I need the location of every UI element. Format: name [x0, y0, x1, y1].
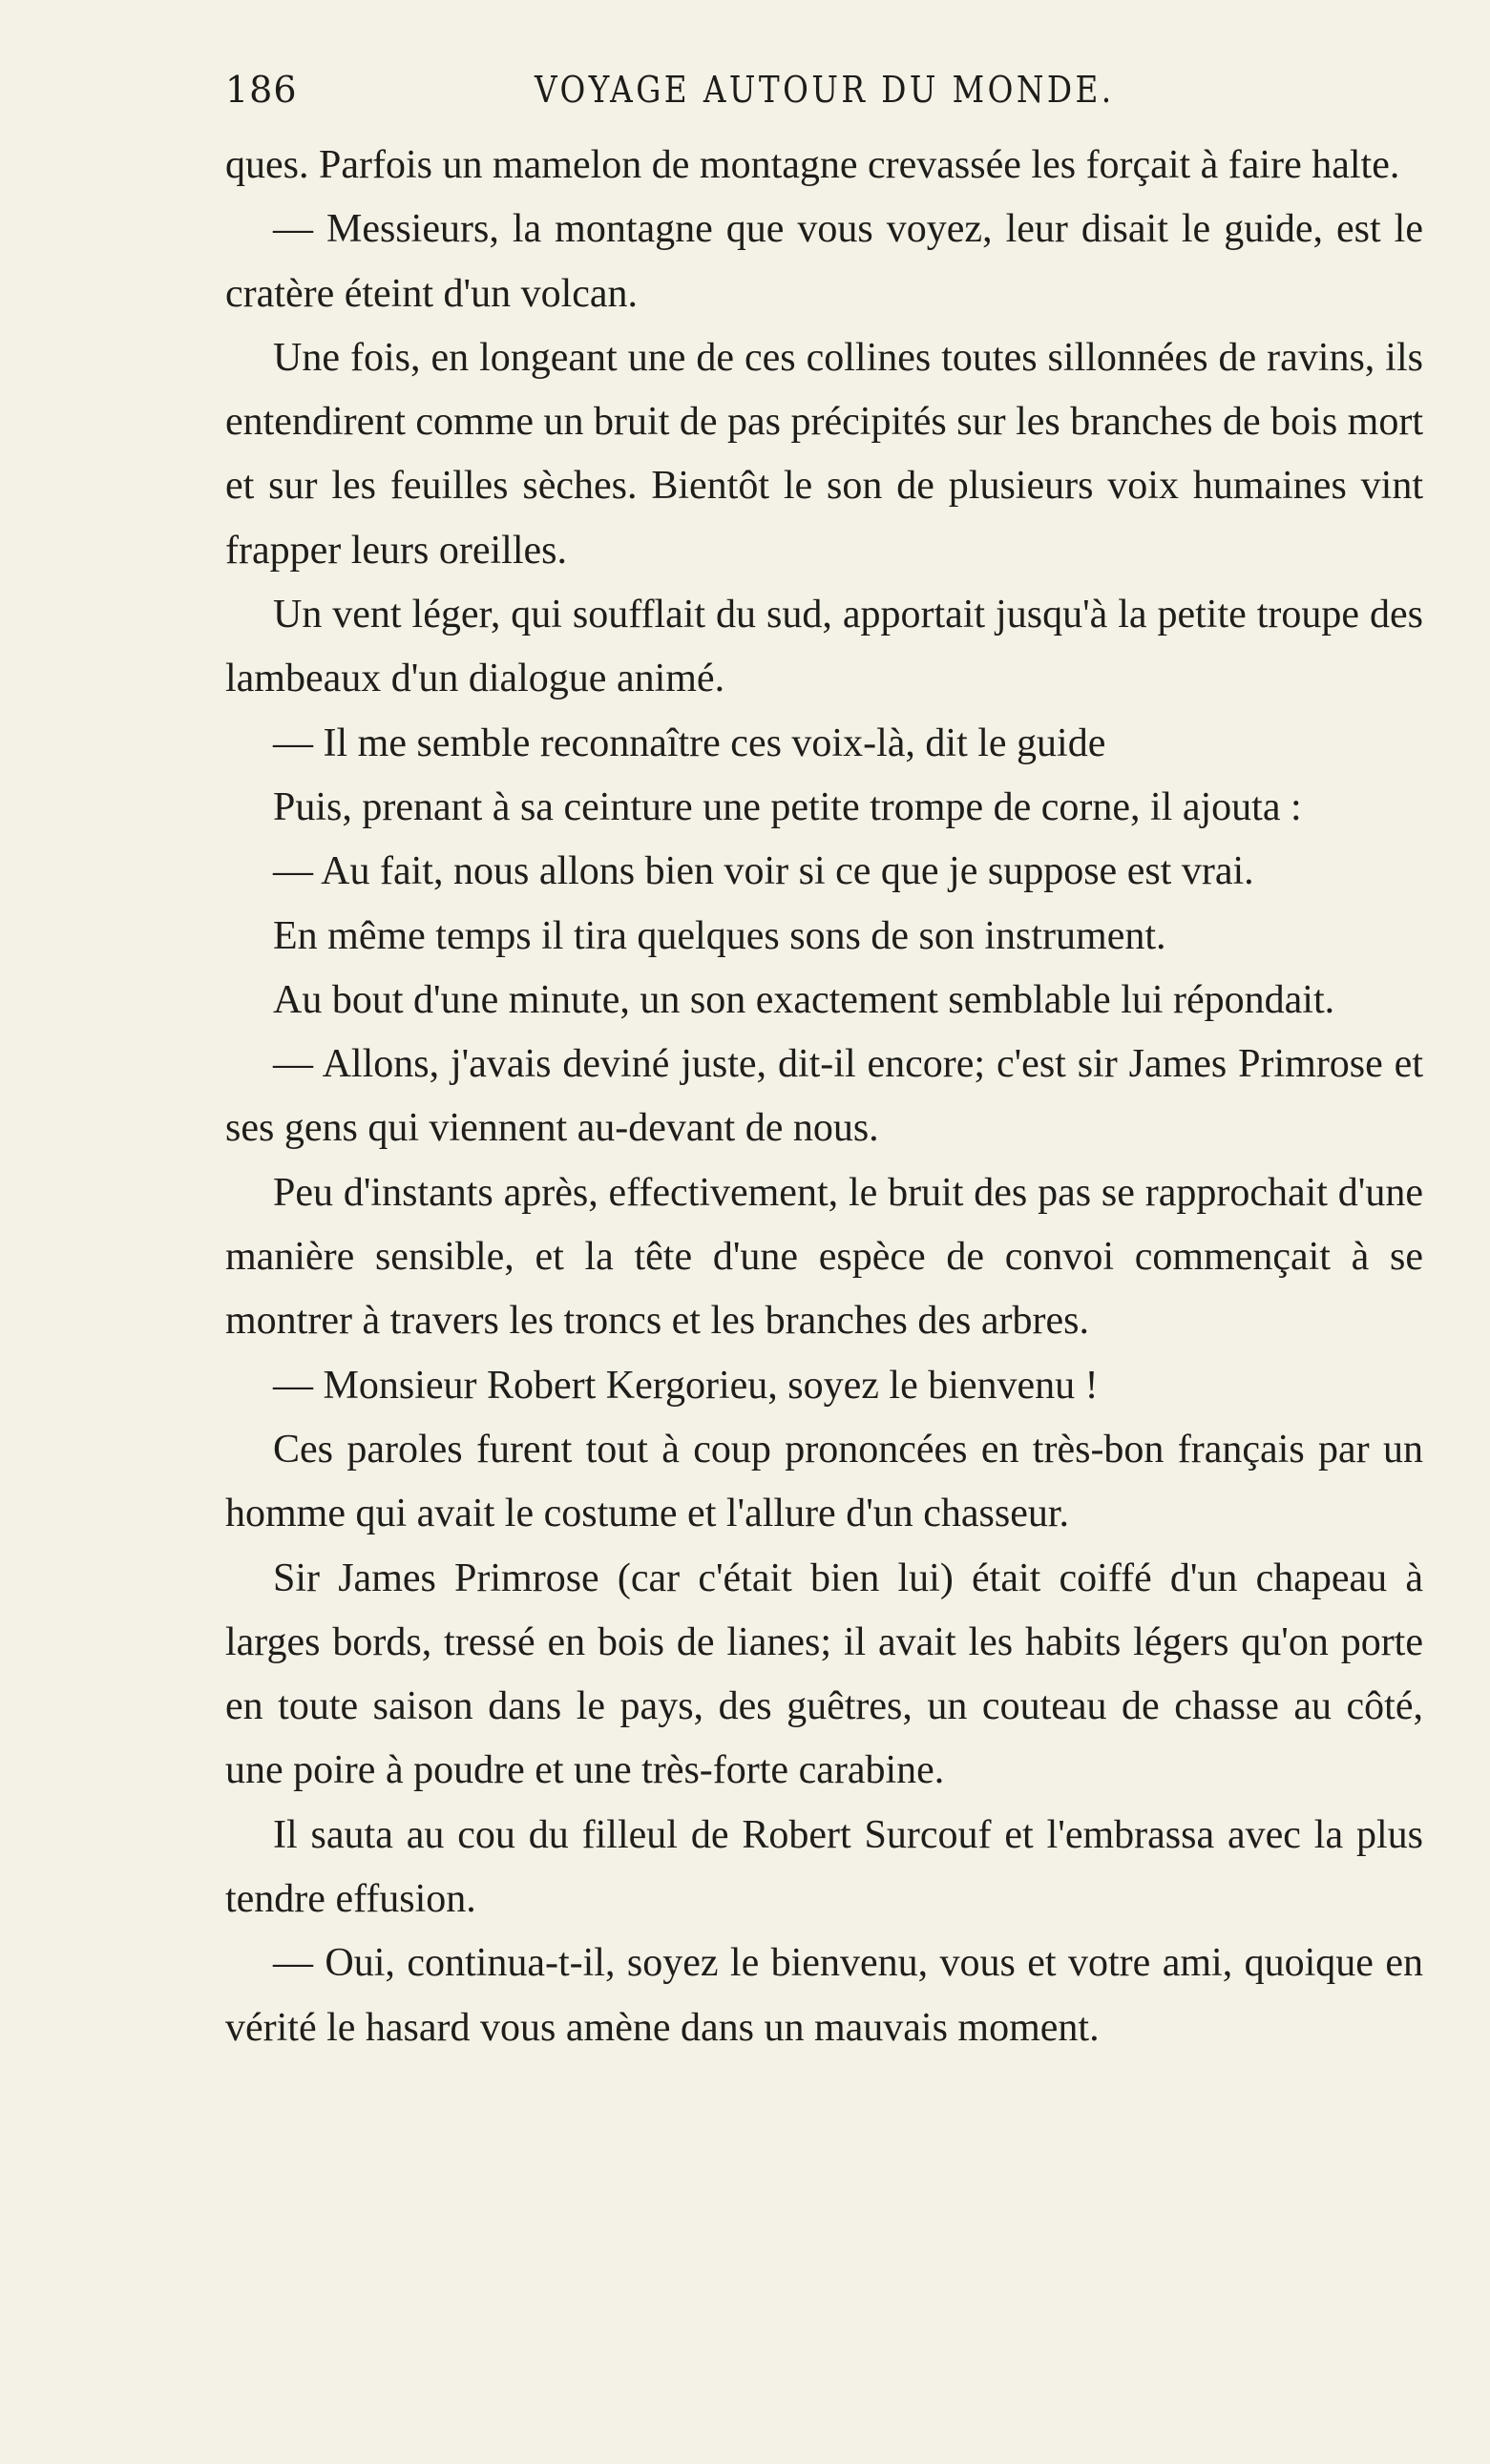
paragraph: Un vent léger, qui soufflait du sud, apportait jusqu'à la petite troupe des lambeaux d'un dialogue animé.	[225, 593, 1423, 701]
body-text	[225, 134, 1423, 2060]
page-header	[225, 69, 1423, 126]
paragraph: Il sauta au cou du filleul de Robert Surcouf et l'embrassa avec la plus tendre effusion.	[225, 1812, 1423, 1922]
paragraph: Ces paroles furent tout à coup prononcées en très-bon français par un homme qui avait le costume et l'allure d'un chasseur.	[225, 1427, 1423, 1536]
paragraph: — Allons, j'avais deviné juste, dit-il encore; c'est sir James Primrose et ses gens qui viennent au-devant de nous.	[225, 1042, 1423, 1151]
paragraph: Peu d'instants après, effectivement, le bruit des pas se rapprochait d'une manière sensible, et la tête d'une espèce de convoi commençait à se montrer à travers les troncs et les branches des arbres.	[225, 1170, 1423, 1344]
paragraph: En même temps il tira quelques sons de son instrument.	[273, 913, 1166, 958]
paragraph: Au bout d'une minute, un son exactement semblable lui répondait.	[273, 977, 1335, 1022]
paragraph: Une fois, en longeant une de ces collines toutes sillonnées de ravins, ils entendirent comme un bruit de pas précipités sur les branches de bois mort et sur les feuilles sèches. Bientôt le son de plusieurs voix humaines vint frapper leurs oreilles.	[225, 335, 1423, 573]
paragraph: — Au fait, nous allons bien voir si ce que je suppose est vrai.	[273, 849, 1254, 894]
paragraph: Puis, prenant à sa ceinture une petite trompe de corne, il ajouta :	[273, 784, 1302, 829]
paragraph: ques. Parfois un mamelon de montagne crevassée les forçait à faire halte.	[225, 143, 1400, 187]
paragraph: Sir James Primrose (car c'était bien lui) était coiffé d'un chapeau à larges bords, tressé en bois de lianes; il avait les habits légers qu'on porte en toute saison dans le pays, des guêtres, un couteau de chasse au côté, une poire à poudre et une très-forte carabine.	[225, 1556, 1423, 1793]
running-title: VOYAGE AUTOUR DU MONDE.	[535, 69, 1115, 111]
page-number: 186	[225, 69, 298, 111]
paragraph: — Messieurs, la montagne que vous voyez, leur disait le guide, est le cratère éteint d'un volcan.	[225, 207, 1423, 316]
paragraph: — Oui, continua-t-il, soyez le bienvenu, vous et votre ami, quoique en vérité le hasard vous amène dans un mauvais moment.	[225, 1941, 1423, 2050]
paragraph: — Il me semble reconnaître ces voix-là, dit le guide	[273, 720, 1106, 765]
paragraph: — Monsieur Robert Kergorieu, soyez le bienvenu !	[273, 1363, 1099, 1408]
